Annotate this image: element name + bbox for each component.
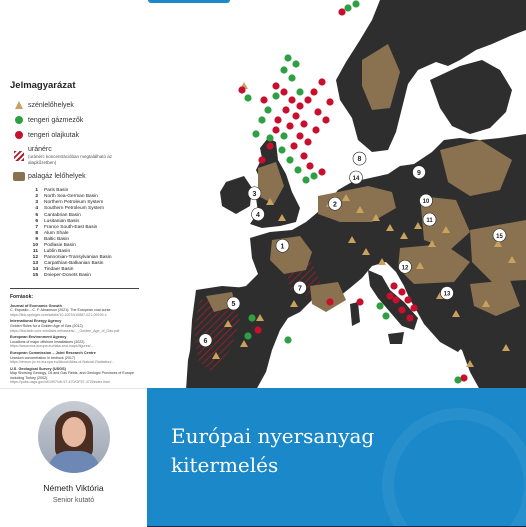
basin-number: 3 bbox=[35, 200, 38, 206]
basin-name: Lublin Basin bbox=[44, 249, 71, 255]
source-url[interactable]: https://pubs.usgs.gov/of/1997/ofr-97-470/OF97-470I/index.html bbox=[10, 380, 111, 385]
source-item bbox=[10, 335, 139, 349]
basin-marker bbox=[199, 334, 212, 347]
source-url[interactable]: https://remon.jrc.ec.europa.eu/About/Atlas-of-Natural-Radiation/... bbox=[10, 360, 115, 365]
banner-title-line-1: Európai nyersanyag bbox=[171, 424, 375, 448]
legend-item-uranium bbox=[10, 146, 139, 165]
basin-marker-label: 9 bbox=[417, 169, 421, 177]
basin-marker bbox=[420, 194, 433, 207]
basin-name: Tindaer Basin bbox=[44, 267, 74, 273]
basin-number: 12 bbox=[32, 255, 38, 261]
basin-name: Lusitanian Basin bbox=[44, 218, 80, 224]
legend-divider bbox=[10, 288, 139, 289]
basin-name: North Sea-German Basin bbox=[44, 194, 98, 200]
basin-marker bbox=[493, 229, 506, 242]
basin-name: Podlasie Basin bbox=[44, 243, 76, 249]
source-item bbox=[10, 367, 139, 385]
basin-number: 6 bbox=[35, 218, 38, 224]
basin-name: Alum Shale bbox=[44, 230, 69, 236]
basin-name: Carpathian-Balkanian Basin bbox=[44, 261, 104, 267]
source-name: U.S. Geological Survey (USGS) bbox=[10, 366, 66, 371]
legend-sub-uranium: (uránérc koncentrációban megtalálható az alapkőzetben) bbox=[28, 154, 113, 165]
basin-list bbox=[26, 188, 139, 279]
uranium-hatch-icon bbox=[14, 151, 24, 161]
basin-marker-label: 14 bbox=[352, 176, 360, 183]
basin-marker-label: 6 bbox=[203, 337, 208, 345]
author-card bbox=[0, 388, 147, 527]
basin-number: 1 bbox=[35, 188, 38, 194]
basin-name: Cantabrian Basin bbox=[44, 212, 81, 218]
banner-title-line-2: kitermelés bbox=[171, 453, 279, 477]
legend-label-gas: tengeri gázmezők bbox=[28, 116, 84, 124]
basin-marker bbox=[413, 166, 426, 179]
source-text: Map Showing Geology, Oil and Gas Fields, and Geologic Provinces of Europe including Turkey (2002) bbox=[10, 371, 134, 380]
basin-number: 8 bbox=[35, 230, 38, 236]
basin-marker-label: 2 bbox=[333, 201, 337, 209]
basin-name: Southern Petroleum System bbox=[44, 206, 104, 212]
top-accent-tab bbox=[148, 0, 230, 3]
land-sicily bbox=[388, 332, 404, 344]
basin-number: 7 bbox=[35, 224, 38, 230]
basin-number: 15 bbox=[32, 273, 38, 279]
legend-title: Jelmagyarázat bbox=[10, 80, 76, 91]
author-name: Németh Viktória bbox=[43, 483, 104, 493]
shale-area-icon bbox=[13, 172, 25, 181]
source-item bbox=[10, 319, 139, 333]
basin-marker bbox=[441, 287, 454, 300]
basin-number: 2 bbox=[35, 194, 38, 200]
banner-title bbox=[171, 422, 374, 480]
basin-number: 13 bbox=[32, 261, 38, 267]
basin-marker-label: 1 bbox=[280, 243, 285, 251]
title-banner bbox=[147, 388, 526, 526]
source-url[interactable]: https://iea.blob.core.windows.net/assets/..._Golden_Age_of_Gas.pdf bbox=[10, 328, 120, 333]
basin-name: Northern Petroleum System bbox=[44, 200, 104, 206]
basin-marker bbox=[423, 213, 436, 226]
basin-name: France South-East Basin bbox=[44, 224, 98, 230]
source-text: C. Esposito – C. F. Abramson (2021): The European coal curse. bbox=[10, 308, 112, 313]
basin-number: 4 bbox=[35, 206, 38, 212]
basin-marker bbox=[329, 197, 342, 210]
basin-marker-label: 13 bbox=[443, 291, 451, 298]
basin-number: 5 bbox=[35, 212, 38, 218]
source-name: European Environment Agency bbox=[10, 335, 67, 340]
legend-label-uranium: uránérc bbox=[28, 146, 52, 153]
source-url[interactable]: https://www.eea.europa.eu/data-and-maps/figures/... bbox=[10, 344, 94, 349]
basin-marker bbox=[252, 208, 265, 221]
basin-name: Dnieper-Donets Basin bbox=[44, 273, 91, 279]
basin-name: Paris Basin bbox=[44, 188, 69, 194]
source-text: Locations of major offshore installations (2022) bbox=[10, 339, 85, 344]
source-url[interactable]: https://link.springer.com/article/10.1007/s10887-021-09199-x bbox=[10, 312, 107, 317]
basin-marker-label: 11 bbox=[426, 218, 433, 225]
source-name: Journal of Economic Growth bbox=[10, 303, 62, 308]
basin-marker-label: 10 bbox=[422, 199, 430, 206]
legend-item-coal bbox=[10, 101, 139, 109]
sources-title: Források: bbox=[10, 293, 34, 300]
source-name: International Energy Agency bbox=[10, 319, 62, 324]
legend-label-shale: palagáz lelőhelyek bbox=[28, 173, 86, 181]
basin-marker-label: 4 bbox=[256, 211, 260, 219]
basin-number: 9 bbox=[35, 236, 38, 242]
basin-marker bbox=[353, 152, 366, 165]
source-text: Golden Rules for a Golden Age of Gas (2012) bbox=[10, 323, 83, 328]
basin-marker-label: 7 bbox=[298, 285, 302, 293]
source-name: European Commission – Joint Research Centre bbox=[10, 350, 96, 355]
basin-marker bbox=[276, 239, 289, 252]
legend-panel bbox=[0, 70, 147, 388]
oil-dot-icon bbox=[15, 131, 23, 139]
basin-marker-label: 12 bbox=[401, 265, 409, 272]
sources-list bbox=[10, 304, 139, 386]
basin-number: 10 bbox=[32, 243, 38, 249]
basin-item bbox=[26, 273, 139, 279]
legend-item-oil bbox=[10, 131, 139, 139]
legend-label-coal: szénlelőhelyek bbox=[28, 101, 74, 109]
basin-marker-label: 8 bbox=[357, 156, 362, 164]
basin-name: Pannonian-Transylvanian Basin bbox=[44, 255, 112, 261]
basin-marker-label: 3 bbox=[252, 190, 257, 198]
basin-marker bbox=[350, 171, 363, 184]
banner-decoration bbox=[382, 408, 526, 526]
basin-name: Baltic Basin bbox=[44, 236, 70, 242]
basin-marker-label: 15 bbox=[496, 233, 503, 240]
source-item bbox=[10, 351, 139, 365]
basin-marker bbox=[248, 187, 261, 200]
basin-marker-label: 5 bbox=[231, 301, 236, 309]
source-text: Uranium concentration in bedrock (2017) bbox=[10, 355, 76, 360]
author-avatar bbox=[38, 401, 110, 473]
coal-triangle-icon bbox=[15, 101, 23, 109]
basin-number: 14 bbox=[32, 267, 38, 273]
basin-marker bbox=[294, 281, 307, 294]
legend-item-shale bbox=[10, 172, 139, 181]
legend-label-oil: tengeri olajkutak bbox=[28, 131, 79, 139]
author-title: Senior kutató bbox=[52, 497, 95, 504]
basin-number: 11 bbox=[32, 249, 38, 255]
basin-marker bbox=[227, 297, 240, 310]
gas-dot-icon bbox=[15, 116, 23, 124]
legend-item-gas bbox=[10, 116, 139, 124]
source-item bbox=[10, 304, 139, 318]
basin-marker bbox=[399, 260, 412, 273]
